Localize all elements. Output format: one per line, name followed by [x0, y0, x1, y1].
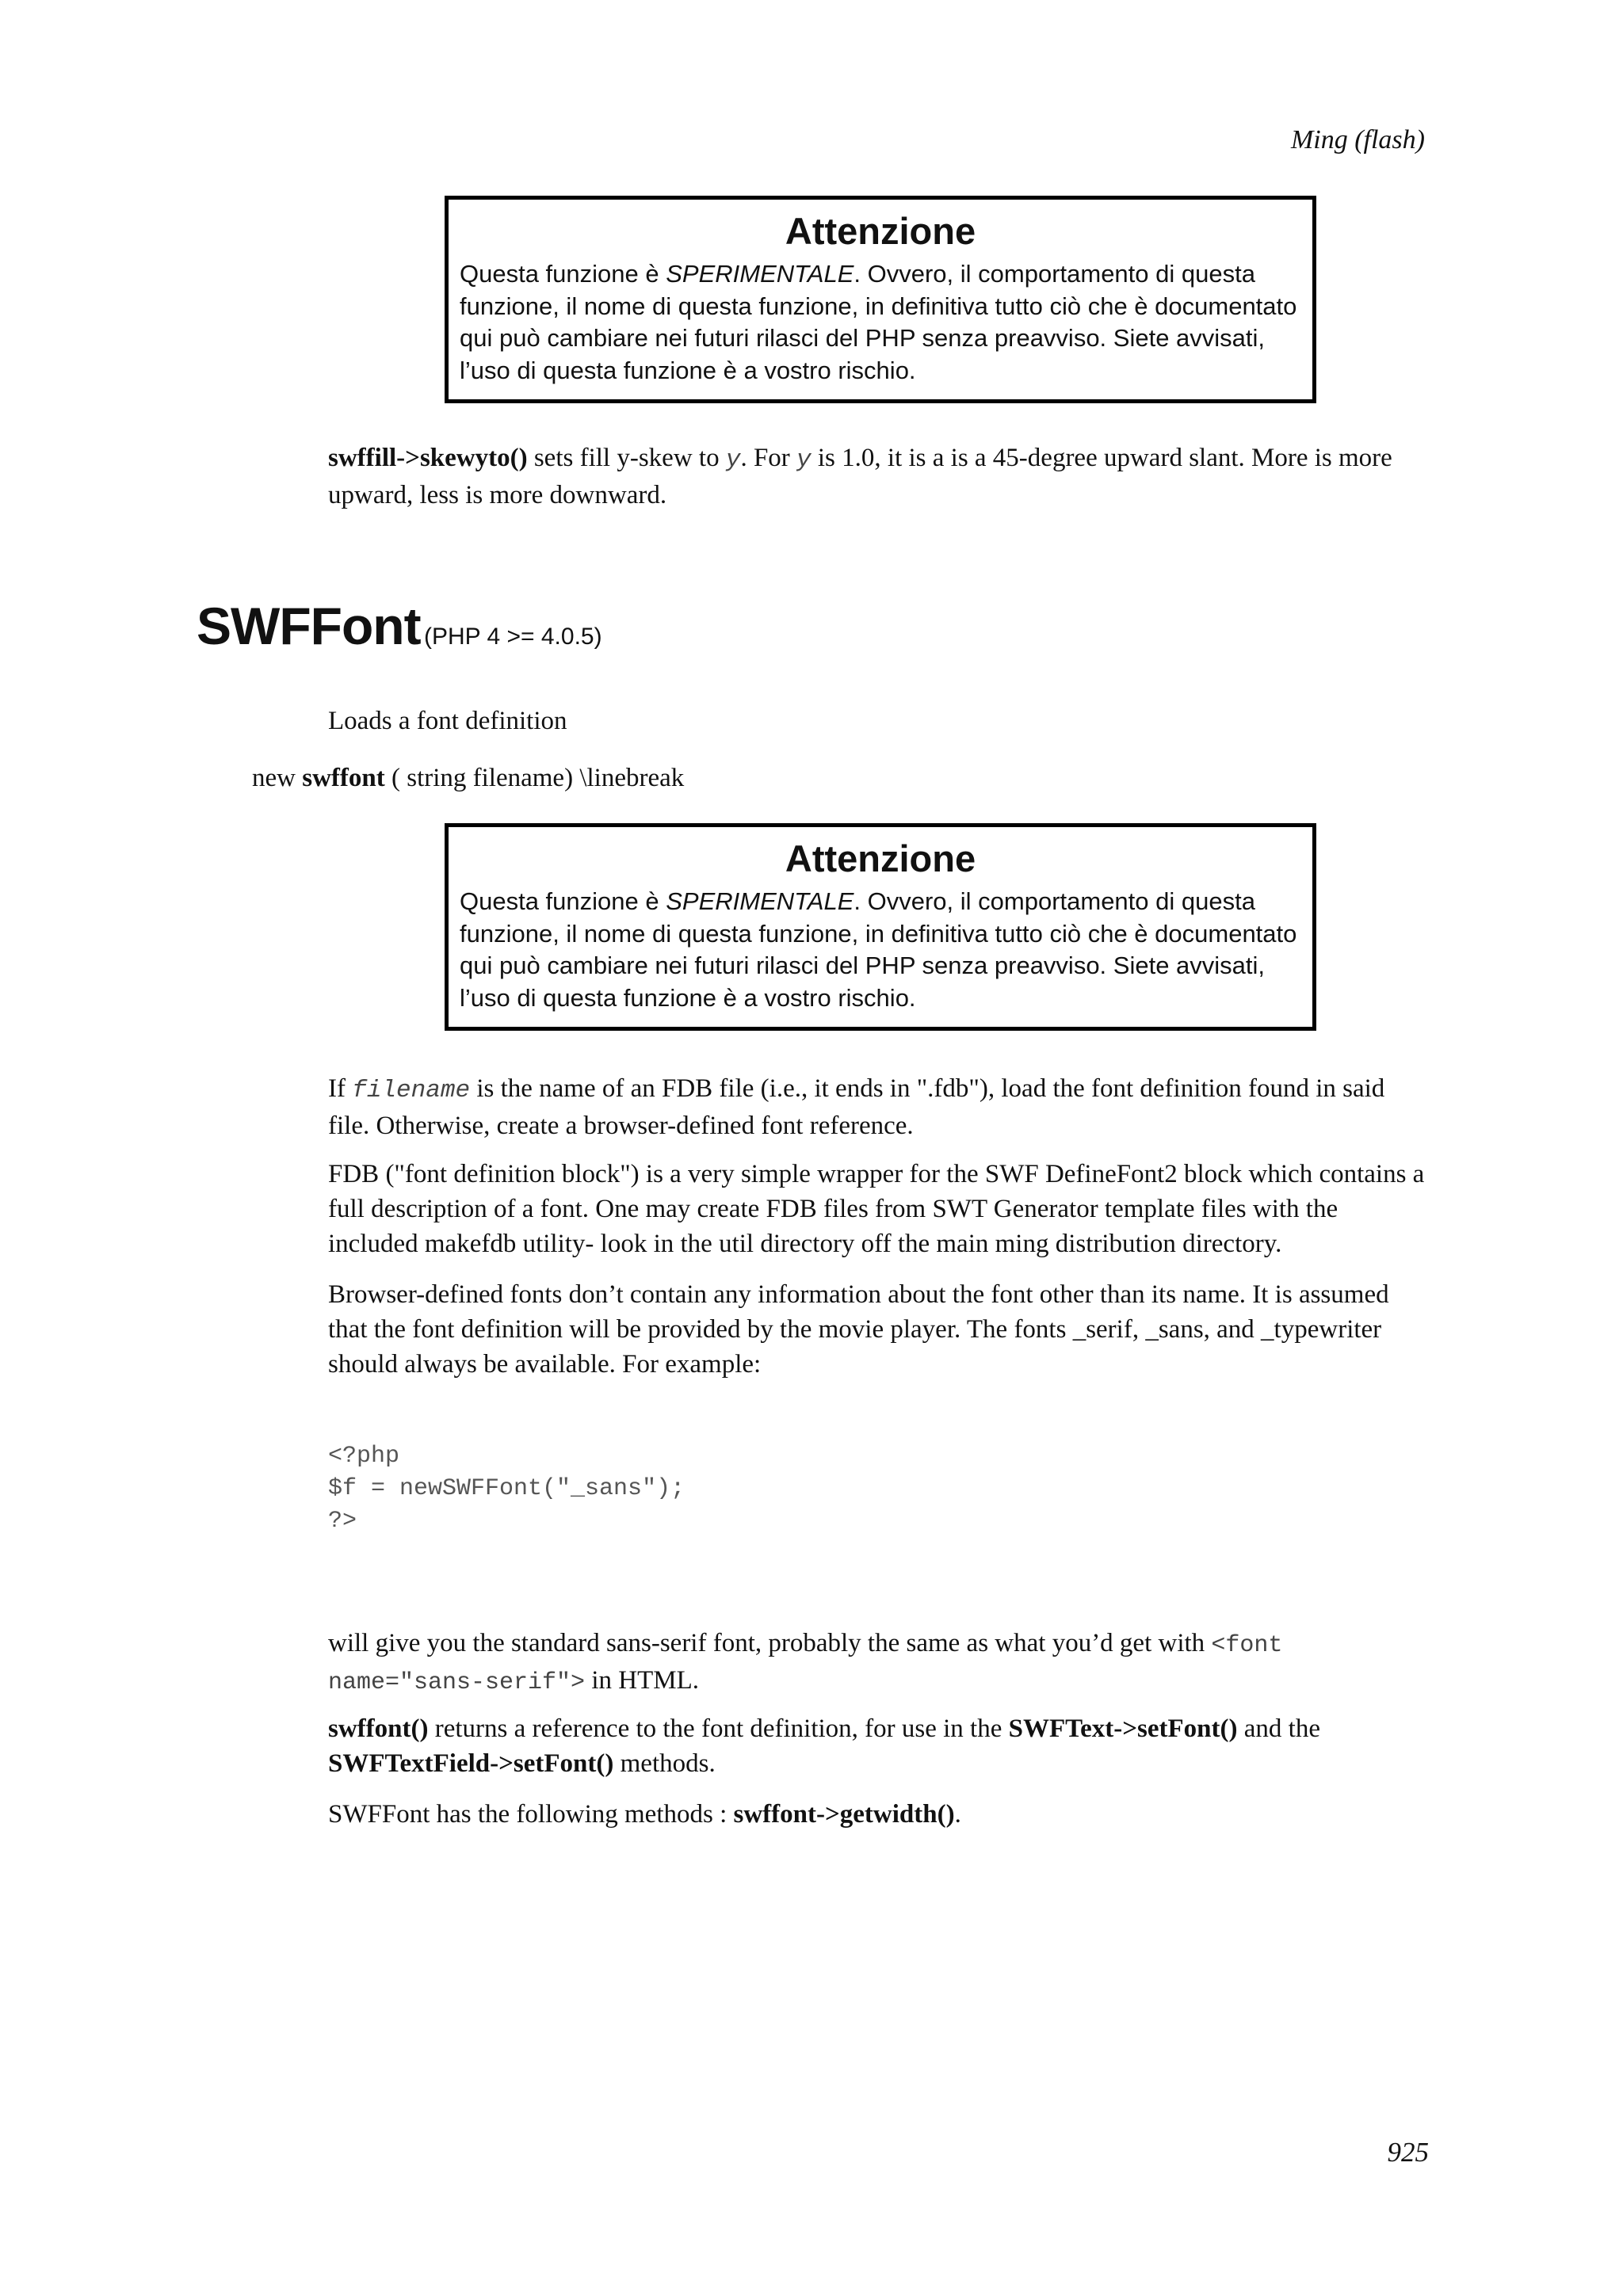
warning-text: [460, 258, 1301, 387]
refpurpose: Loads a font definition: [328, 707, 567, 735]
text: is 1.0, it is a is a 45-degree upward slant. More is more upward, less is more downward.: [328, 444, 1392, 509]
description-paragraph: FDB ("font definition block") is a very simple wrapper for the SWF DefineFont2 block which contains a full description of a font. One may create FDB files from SWT Generator template files with the included makefdb utility- look in the util directory off the main ming distribution directory.: [328, 1160, 1425, 1258]
function-name: swffill->skewyto(): [328, 444, 528, 472]
warning-box: [445, 823, 1316, 1031]
text: .: [954, 1800, 961, 1829]
description-paragraph: Browser-defined fonts don’t contain any information about the font other than its name. It is assumed that the font definition will be provided by the movie player. The fonts _serif, _sans, and _typewriter should always be available. For example:: [328, 1280, 1389, 1379]
page-number: 925: [1387, 2137, 1429, 2168]
function-name: SWFText->setFont(): [1008, 1714, 1238, 1743]
warning-line2: funzione, il nome di questa funzione, in definitiva tutto ciò che è documentato: [460, 919, 1297, 948]
function-name: swffont(): [328, 1714, 429, 1743]
text: If: [328, 1074, 353, 1103]
function-args: ( string filename) \linebreak: [384, 764, 685, 792]
function-synopsis: [252, 761, 684, 795]
warning-line3: qui può cambiare nei futuri rilasci del PHP senza preavviso. Siete avvisati,: [460, 952, 1266, 979]
description-paragraph: [328, 1626, 1430, 1700]
inline-code: <font name="sans-serif">: [328, 1632, 1283, 1696]
text: new: [252, 764, 303, 792]
warning-line4: l’uso di questa funzione è a vostro rischio.: [460, 356, 916, 384]
text: will give you the standard sans-serif font, probably the same as what you’d get with: [328, 1629, 1212, 1657]
warning-line1-prefix: Questa funzione è: [460, 260, 666, 288]
warning-title: Attenzione: [785, 210, 976, 252]
warning-line4: l’uso di questa funzione è a vostro rischio.: [460, 983, 916, 1012]
php-version: (PHP 4 >= 4.0.5): [424, 624, 602, 650]
section-heading: [197, 596, 602, 656]
warning-title: Attenzione: [785, 837, 976, 879]
skewyto-description: [328, 441, 1430, 513]
text: SWFFont has the following methods :: [328, 1800, 734, 1829]
warning-line2: funzione, il nome di questa funzione, in definitiva tutto ciò che è documentato: [460, 292, 1297, 320]
parameter: filename: [352, 1077, 471, 1104]
function-name: SWFTextField->setFont(): [328, 1749, 614, 1778]
text: . For: [740, 444, 797, 472]
warning-line1-suffix: . Ovvero, il comportamento di questa: [854, 260, 1255, 288]
description-paragraph: [328, 1071, 1430, 1143]
warning-box: [445, 196, 1316, 403]
warning-line1-prefix: Questa funzione è: [460, 887, 666, 915]
description-paragraph: [328, 1797, 1430, 1832]
function-name: swffont->getwidth(): [733, 1800, 955, 1829]
description-paragraph: [328, 1711, 1430, 1781]
text: in HTML.: [585, 1666, 699, 1695]
text: and the: [1237, 1714, 1320, 1743]
text: returns a reference to the font definition, for use in the: [428, 1714, 1009, 1743]
section-name: SWFFont: [197, 597, 421, 655]
function-name: swffont: [302, 764, 385, 792]
code-example: <?php $f = newSWFFont("_sans"); ?>: [328, 1443, 685, 1535]
text: is the name of an FDB file (i.e., it ends in ".fdb"), load the font definition found in said file. Otherwise, create a browser-defined font reference.: [328, 1074, 1385, 1140]
parameter: y: [725, 446, 741, 474]
warning-line3: qui può cambiare nei futuri rilasci del PHP senza preavviso. Siete avvisati,: [460, 324, 1266, 352]
parameter: y: [796, 446, 812, 474]
warning-emphasis: SPERIMENTALE: [666, 260, 854, 288]
text: sets fill y-skew to: [527, 444, 726, 472]
warning-line1-suffix: . Ovvero, il comportamento di questa: [854, 887, 1255, 915]
warning-emphasis: SPERIMENTALE: [666, 887, 854, 915]
warning-text: [460, 886, 1301, 1014]
text: methods.: [613, 1749, 716, 1778]
running-header: Ming (flash): [1290, 125, 1425, 154]
